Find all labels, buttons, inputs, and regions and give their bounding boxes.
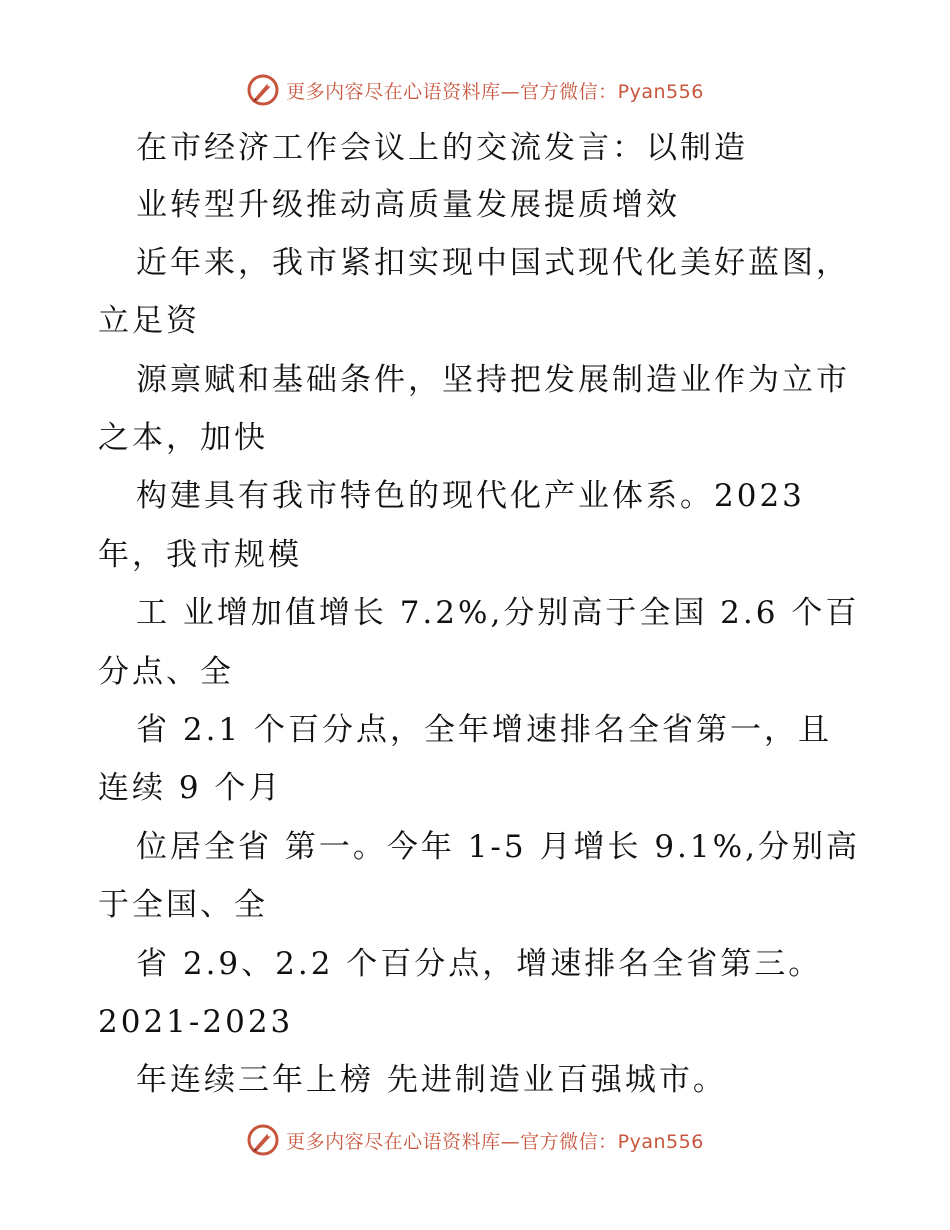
paragraph-line: 近年来，我市紧扣实现中国式现代化美好蓝图， — [136, 245, 850, 281]
paragraph-line: 2021-2023 — [98, 1004, 294, 1040]
pen-logo-icon — [246, 1123, 280, 1157]
paragraph-line: 位居全省 第一。今年 1-5 月增长 9.1%,分别高 — [136, 829, 860, 865]
paragraph-line: 连续 9 个月 — [98, 770, 283, 806]
paragraph-line: 源禀赋和基础条件，坚持把发展制造业作为立市 — [136, 362, 850, 398]
footer-banner — [0, 1120, 950, 1160]
banner-text: 更多内容尽在心语资料库—官方微信：Pyan556 — [286, 1130, 704, 1153]
pen-logo-icon — [246, 73, 280, 107]
doc-title-line-2: 业转型升级推动高质量发展提质增效 — [136, 187, 680, 223]
paragraph-line: 年连续三年上榜 先进制造业百强城市。 — [136, 1062, 727, 1098]
paragraph-line: 分点、全 — [98, 654, 234, 690]
paragraph-line: 省 2.9、2.2 个百分点，增速排名全省第三。 — [136, 946, 823, 982]
paragraph-line: 于全国、全 — [98, 887, 268, 923]
banner-text: 更多内容尽在心语资料库—官方微信：Pyan556 — [286, 80, 704, 103]
paragraph-line: 工 业增加值增长 7.2%,分别高于全国 2.6 个百 — [136, 595, 860, 631]
paragraph-line: 之本，加快 — [98, 420, 268, 456]
paragraph-line: 构建具有我市特色的现代化产业体系。2023 — [136, 478, 805, 514]
paragraph-line: 年，我市规模 — [98, 537, 302, 573]
doc-title-line-1: 在市经济工作会议上的交流发言：以制造 — [136, 130, 748, 166]
header-banner — [0, 70, 950, 110]
paragraph-line: 省 2.1 个百分点，全年增速排名全省第一，且 — [136, 712, 833, 748]
paragraph-line: 立足资 — [98, 303, 200, 339]
